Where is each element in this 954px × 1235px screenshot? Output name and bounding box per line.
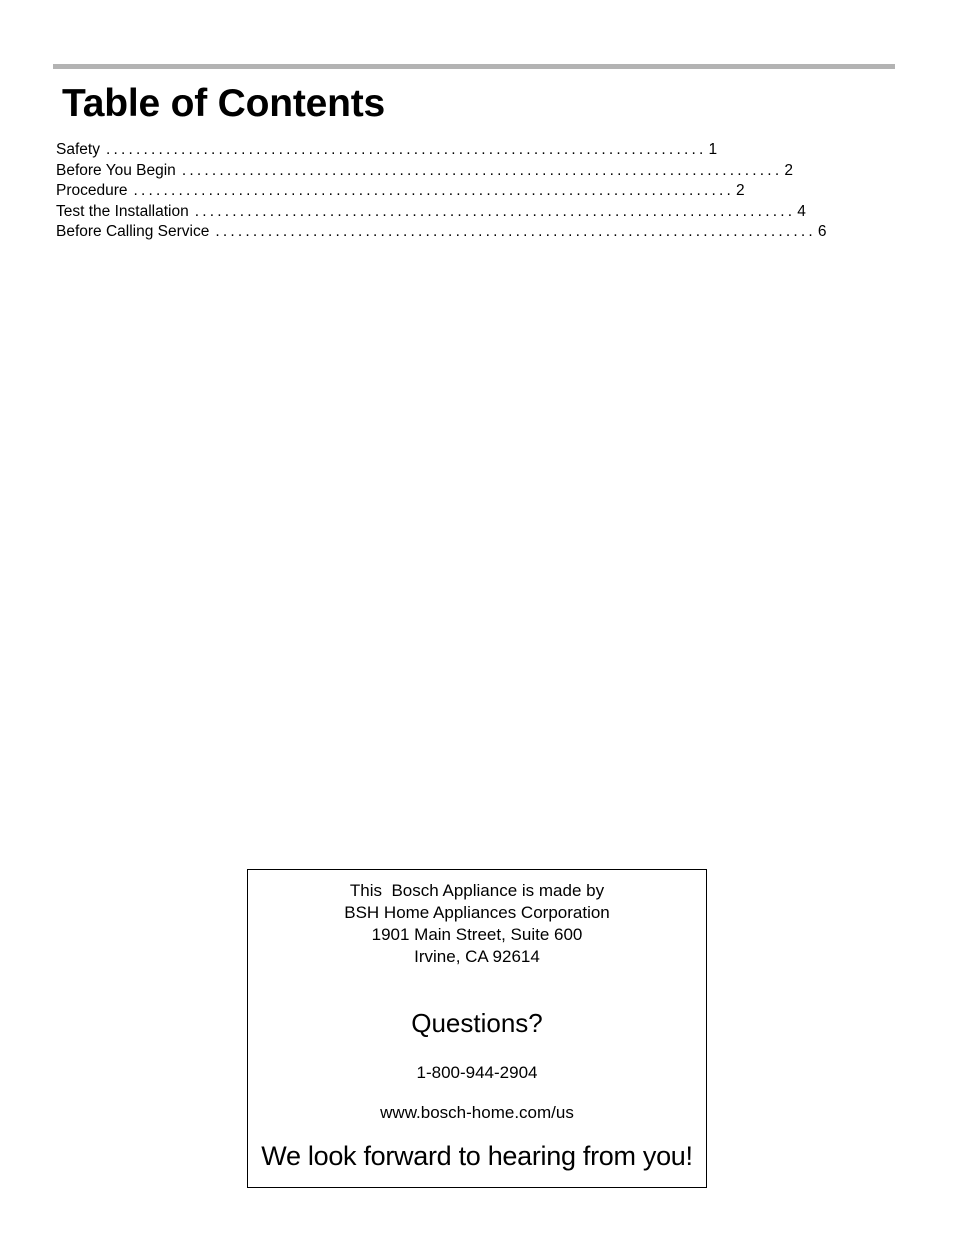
questions-heading: Questions? [411,1008,543,1038]
toc-entry-label: Before Calling Service [56,223,210,240]
toc-dot-leader: ................................................................................ [181,161,783,179]
toc-entry-page-number: 6 [817,223,827,240]
manufacturer-line: BSH Home Appliances Corporation [344,903,610,922]
manufacturer-line: 1901 Main Street, Suite 600 [371,925,583,944]
manufacturer-line: Irvine, CA 92614 [414,947,540,966]
toc-entry-safety[interactable] [56,140,718,161]
toc-entry-page-number: 4 [797,202,806,220]
toc-entry-before-calling-service[interactable] [56,222,827,243]
toc-entry-page-number: 2 [784,161,793,179]
toc-entry-test-the-installation[interactable] [56,202,806,223]
page-title: Table of Contents [62,82,386,125]
toc-entry-label: Test the Installation [56,202,189,220]
toc-dot-leader: ................................................................................ [105,141,707,158]
manufacturer-contact-box [247,869,707,1188]
toc-entry-page-number: 1 [708,141,718,158]
toc-dot-leader: ................................................................................ [215,223,816,240]
website-link[interactable]: www.bosch-home.com/us [380,1103,574,1122]
toc-dot-leader: ................................................................................ [194,202,796,220]
toc-entry-label: Procedure [56,182,128,199]
closing-message: We look forward to hearing from you! [261,1141,693,1171]
toc-entry-label: Safety [56,141,100,158]
phone-number[interactable]: 1-800-944-2904 [416,1063,538,1082]
toc-entry-page-number: 2 [736,182,745,199]
toc-entry-before-you-begin[interactable] [56,161,793,182]
table-of-contents [56,140,827,243]
toc-entry-procedure[interactable] [56,181,745,202]
manufacturer-line: This Bosch Appliance is made by [349,881,605,900]
toc-dot-leader: ................................................................................ [133,182,735,199]
toc-entry-label: Before You Begin [56,161,176,179]
manufacturer-address [248,880,706,968]
top-divider-rule [53,64,895,69]
